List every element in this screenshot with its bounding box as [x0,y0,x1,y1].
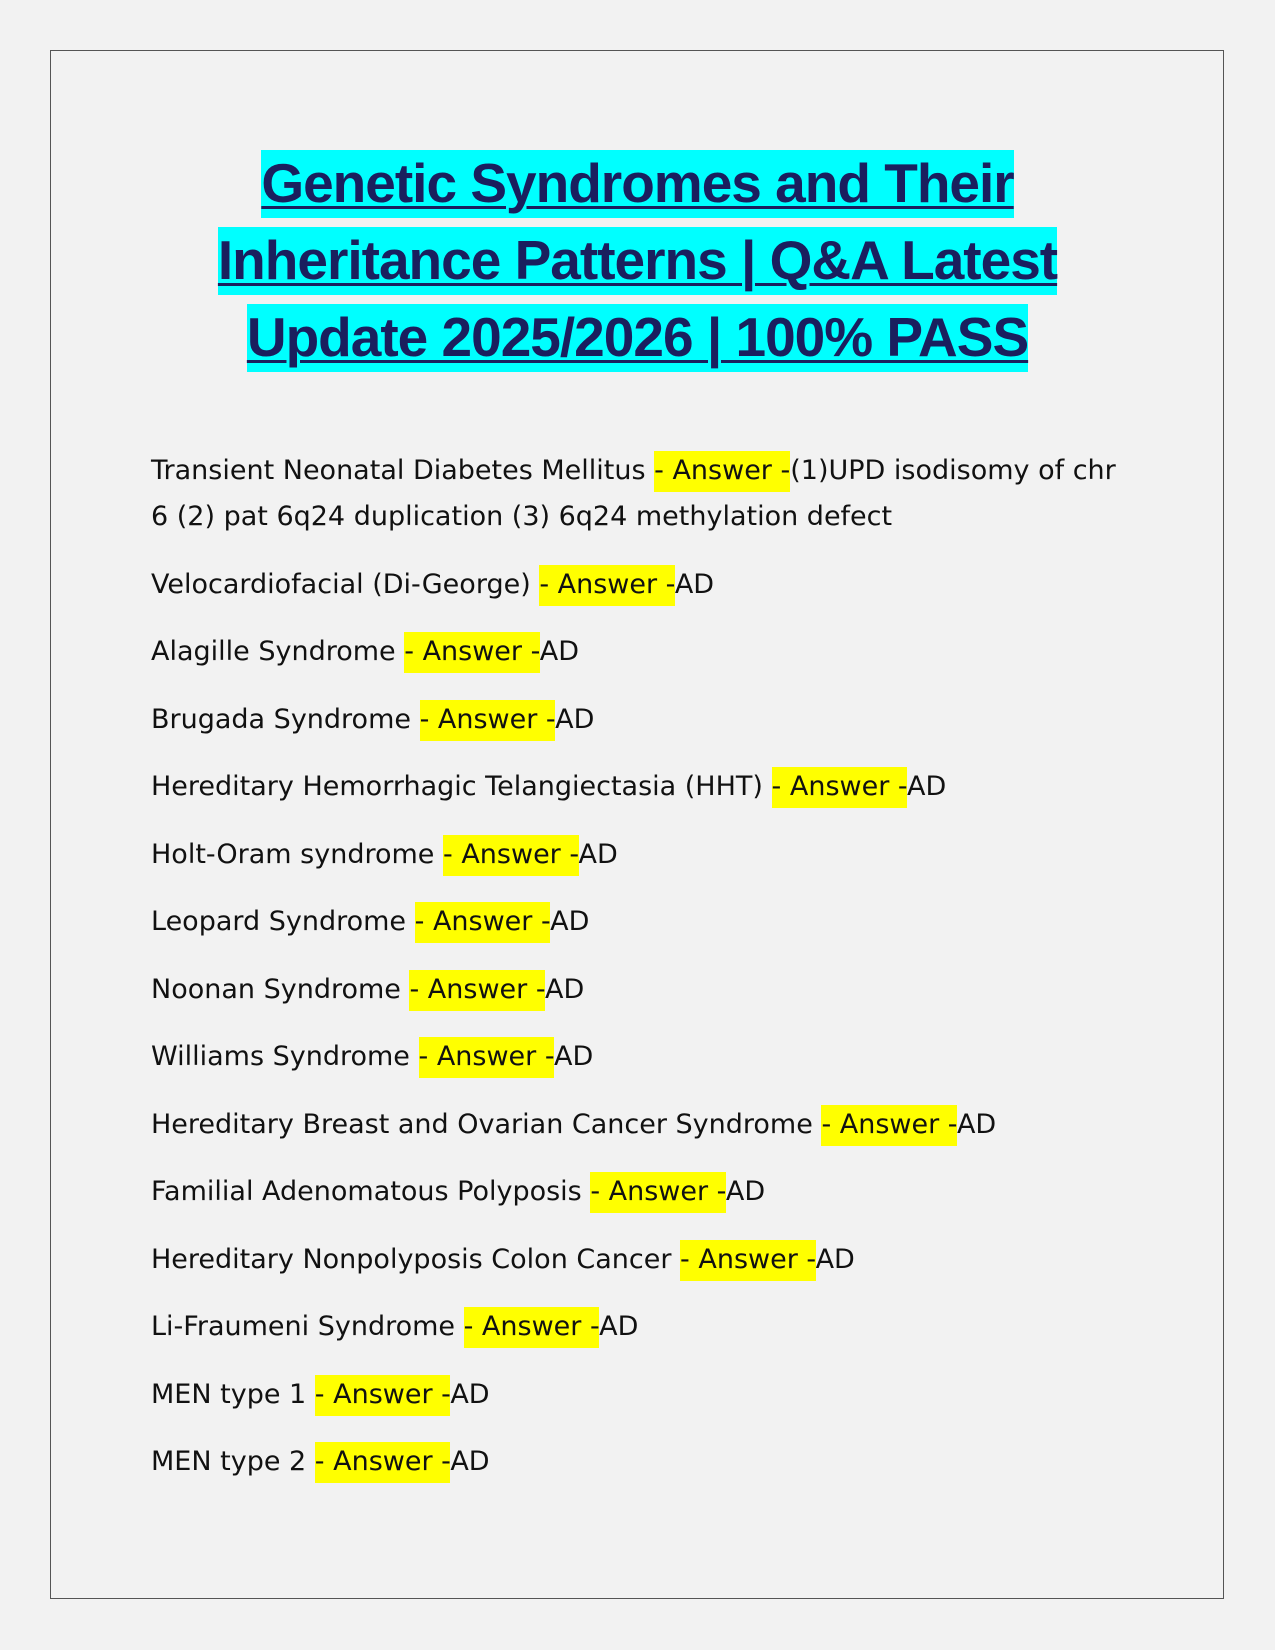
answer-marker: - Answer - [443,835,579,876]
question-text: Velocardiofacial (Di-George) [151,568,540,600]
qa-item [151,832,1141,878]
answer-text: AD [555,703,595,735]
qa-item [151,1237,1141,1283]
question-text: MEN type 2 [151,1446,315,1477]
answer-text: AD [907,771,947,802]
title-line-3: Update 2025/2026 | 100% PASS [247,304,1028,372]
qa-item [151,764,1141,810]
answer-text: AD [450,1378,490,1410]
document-title [50,145,1225,376]
qa-item [151,1034,1141,1080]
question-text: Leopard Syndrome [151,906,415,937]
question-text: Transient Neonatal Diabetes Mellitus [151,455,655,486]
answer-text: AD [599,1311,639,1342]
answer-marker: - Answer - [539,565,675,606]
qa-item [151,1372,1141,1418]
answer-marker: - Answer - [590,1172,726,1213]
question-text: Williams Syndrome [151,1041,419,1072]
answer-text: AD [815,1243,855,1275]
answer-text: AD [450,1446,490,1477]
question-text: Brugada Syndrome [151,703,420,735]
answer-marker: - Answer - [415,902,551,943]
qa-item [151,1102,1141,1148]
answer-marker: - Answer - [772,767,908,808]
qa-item [151,1439,1141,1485]
qa-item [151,629,1141,675]
answer-text: AD [554,1041,594,1072]
answer-text: AD [550,906,590,937]
answer-text: (1)UPD isodisomy of chr 6 (2) pat 6q24 duplication (3) 6q24 methylation defect [151,455,1116,532]
question-text: Alagille Syndrome [151,636,405,667]
question-text: Hereditary Nonpolyposis Colon Cancer [151,1243,681,1275]
qa-item [151,1169,1141,1215]
question-text: Noonan Syndrome [151,973,410,1005]
answer-marker: - Answer - [315,1442,451,1483]
qa-list [151,448,1141,1507]
question-text: MEN type 1 [151,1378,315,1410]
answer-text: AD [725,1176,766,1207]
title-line-1: Genetic Syndromes and Their [261,150,1013,218]
question-text: Li-Fraumeni Syndrome [151,1311,464,1342]
qa-item [151,1304,1141,1350]
question-text: Holt-Oram syndrome [151,838,444,870]
answer-text: AD [674,568,715,600]
qa-item [151,899,1141,945]
question-text: Hereditary Breast and Ovarian Cancer Syndrome [151,1108,822,1140]
answer-marker: - Answer - [404,632,540,673]
answer-text: AD [545,973,585,1005]
title-line-2: Inheritance Patterns | Q&A Latest [218,227,1057,295]
answer-marker: - Answer - [821,1105,957,1146]
qa-item [151,448,1141,540]
question-text: Hereditary Hemorrhagic Telangiectasia (HHT) [151,771,772,802]
question-text: Familial Adenomatous Polyposis [151,1176,591,1207]
qa-item [151,697,1141,743]
answer-text: AD [539,636,580,667]
answer-marker: - Answer - [419,1037,555,1078]
answer-text: AD [578,838,618,870]
qa-item [151,967,1141,1013]
answer-marker: - Answer - [680,1240,816,1281]
answer-marker: - Answer - [315,1375,451,1416]
qa-item [151,562,1141,608]
answer-marker: - Answer - [409,970,545,1011]
answer-marker: - Answer - [654,451,790,492]
answer-marker: - Answer - [420,700,556,741]
answer-marker: - Answer - [464,1307,600,1348]
answer-text: AD [956,1108,997,1140]
